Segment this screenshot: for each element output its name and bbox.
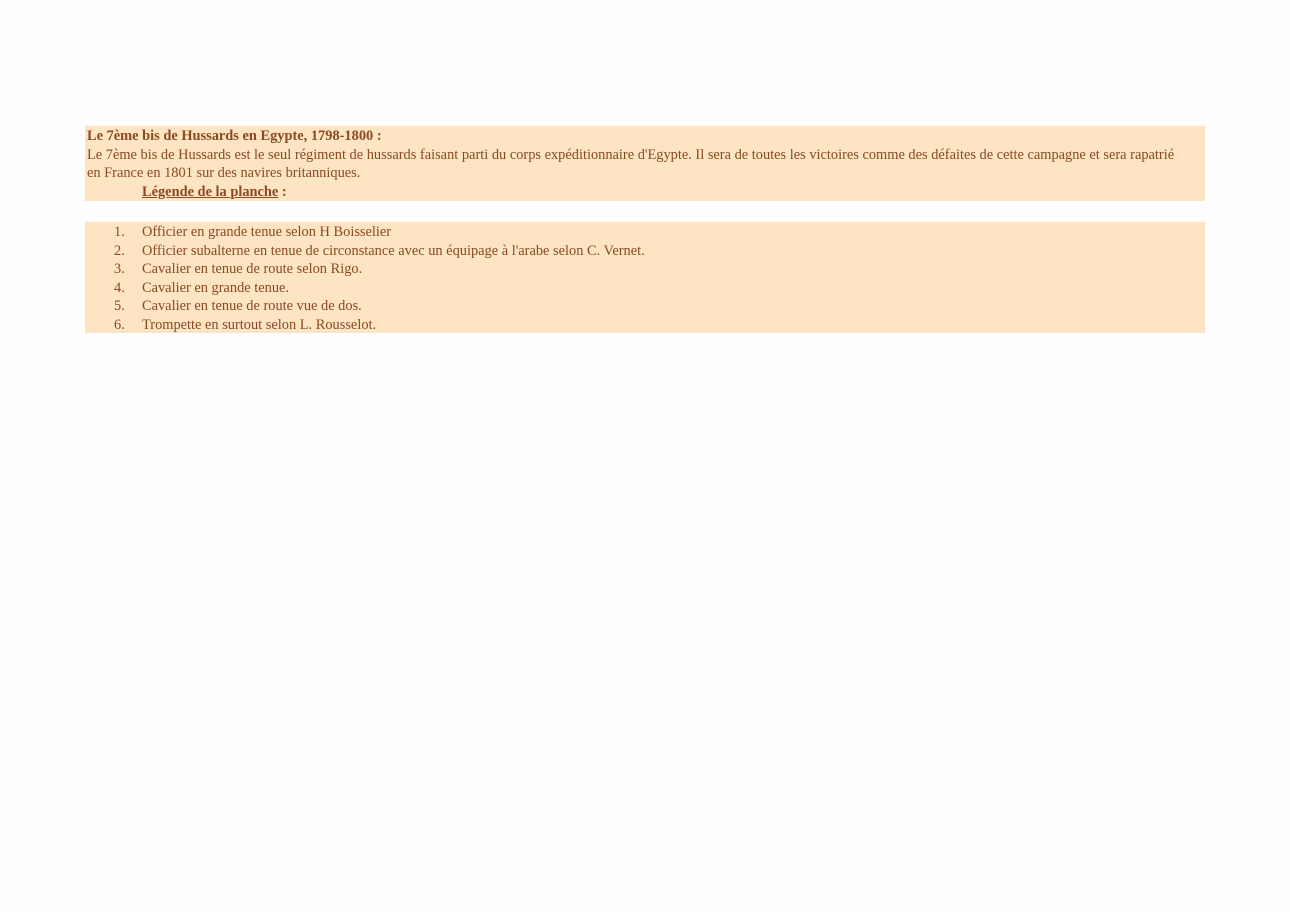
list-item-number: 4. <box>114 279 125 296</box>
list-item-number: 1. <box>114 224 125 240</box>
list-item-number: 2. <box>114 242 125 259</box>
legend-heading-label: Légende de la planche <box>142 184 279 200</box>
intro-paragraph: Le 7ème bis de Hussards est le seul régiment de hussards faisant parti du corps expéditionnaire d'Egypte. Il sera de toutes les victoires comme des défaites de cette campagne et sera rapatrié en France en 1801 sur des navires britanniques. <box>87 147 1175 181</box>
legend-section <box>85 222 1205 333</box>
list-item-number: 5. <box>114 298 125 314</box>
legend-heading <box>142 183 287 201</box>
list-item-number: 6. <box>114 316 125 333</box>
list-item-text: Officier en grande tenue selon H Boisselier <box>142 224 392 240</box>
list-item-text: Cavalier en tenue de route selon Rigo. <box>142 261 363 277</box>
list-item-number: 3. <box>114 261 125 277</box>
list-item-text: Cavalier en grande tenue. <box>142 279 290 296</box>
list-item-text: Trompette en surtout selon L. Rousselot. <box>142 316 377 333</box>
section-title: Le 7ème bis de Hussards en Egypte, 1798-1800 : <box>87 128 382 144</box>
legend-heading-suffix: : <box>278 184 287 200</box>
list-item-text: Officier subalterne en tenue de circonstance avec un équipage à l'arabe selon C. Vernet. <box>142 242 645 259</box>
list-item-text: Cavalier en tenue de route vue de dos. <box>142 298 362 314</box>
intro-section <box>85 126 1205 201</box>
